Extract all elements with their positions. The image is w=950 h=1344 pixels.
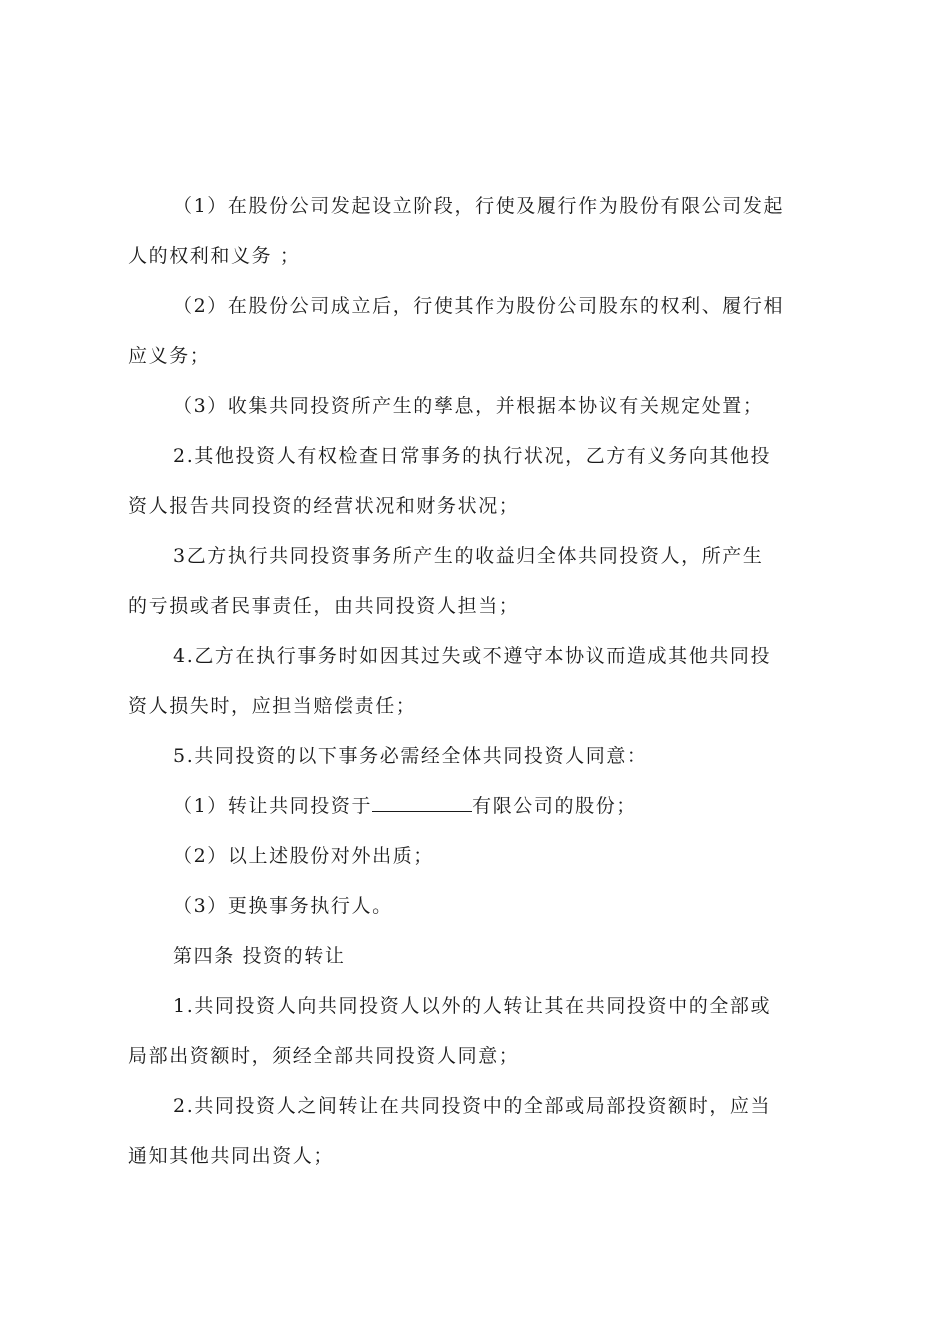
paragraph-12-line-2: 局部出资额时，须经全部共同投资人同意； xyxy=(128,1045,520,1067)
paragraph-13-line-1: 2.共同投资人之间转让在共同投资中的全部或局部投资额时，应当 xyxy=(173,1095,772,1117)
paragraph-8 xyxy=(173,791,833,821)
section-heading: 第四条 投资的转让 xyxy=(173,945,346,967)
paragraph-8-before: （1）转让共同投资于 xyxy=(173,795,373,817)
paragraph-7: 5.共同投资的以下事务必需经全体共同投资人同意： xyxy=(173,745,648,767)
paragraph-13-line-2: 通知其他共同出资人； xyxy=(128,1145,335,1167)
paragraph-5-line-2: 的亏损或者民事责任，由共同投资人担当； xyxy=(128,595,520,617)
fill-in-blank xyxy=(372,793,472,812)
paragraph-9: （2）以上述股份对外出质； xyxy=(173,845,434,867)
paragraph-5-line-1: 3乙方执行共同投资事务所产生的收益归全体共同投资人，所产生 xyxy=(173,545,764,567)
paragraph-6-line-1: 4.乙方在执行事务时如因其过失或不遵守本协议而造成其他共同投 xyxy=(173,645,772,667)
paragraph-2-line-2: 应义务； xyxy=(128,345,211,367)
paragraph-10: （3）更换事务执行人。 xyxy=(173,895,393,917)
paragraph-4-line-2: 资人报告共同投资的经营状况和财务状况； xyxy=(128,495,520,517)
paragraph-1-line-2: 人的权利和义务 ； xyxy=(128,245,301,267)
paragraph-2-line-1: （2）在股份公司成立后，行使其作为股份公司股东的权利、履行相 xyxy=(173,295,785,317)
paragraph-6-line-2: 资人损失时，应担当赔偿责任； xyxy=(128,695,417,717)
paragraph-3: （3）收集共同投资所产生的孳息，并根据本协议有关规定处置； xyxy=(173,395,764,417)
paragraph-8-after: 有限公司的股份； xyxy=(472,795,637,817)
paragraph-12-line-1: 1.共同投资人向共同投资人以外的人转让其在共同投资中的全部或 xyxy=(173,995,772,1017)
paragraph-1-line-1: （1）在股份公司发起设立阶段，行使及履行作为股份有限公司发起 xyxy=(173,195,785,217)
paragraph-4-line-1: 2.其他投资人有权检查日常事务的执行状况，乙方有义务向其他投 xyxy=(173,445,772,467)
